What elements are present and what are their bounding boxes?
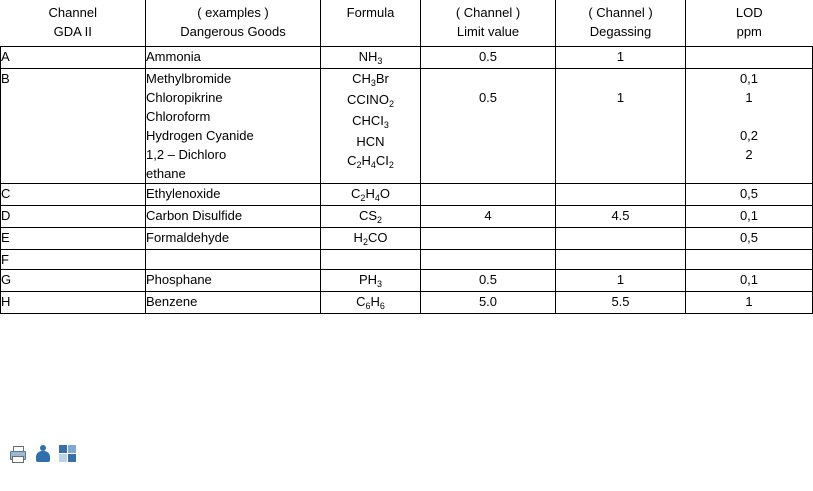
cell-degassing — [556, 228, 686, 250]
cell-degassing: 1 — [556, 69, 686, 184]
column-header: Formula — [321, 0, 421, 47]
cell-channel: H — [1, 292, 146, 314]
cell-lod-ppm: 0,1 1 0,2 2 — [686, 69, 813, 184]
cell-degassing: 1 — [556, 47, 686, 69]
cell-formula: $C_2H_4O$ — [321, 184, 421, 206]
cell-limit-value: 0.5 — [421, 69, 556, 184]
cell-lod-ppm: 0,5 — [686, 228, 813, 250]
cell-formula: $CS_2$ — [321, 206, 421, 228]
cell-formula: $C_6H_6$ — [321, 292, 421, 314]
cell-limit-value — [421, 228, 556, 250]
cell-dangerous-goods — [146, 250, 321, 270]
cell-dangerous-goods: Phosphane — [146, 270, 321, 292]
cell-dangerous-goods: Formaldehyde — [146, 228, 321, 250]
cell-lod-ppm — [686, 250, 813, 270]
cell-degassing — [556, 250, 686, 270]
cell-channel: D — [1, 206, 146, 228]
cell-channel: B — [1, 69, 146, 184]
column-header: ( Channel ) Limit value — [421, 0, 556, 47]
cell-limit-value — [421, 184, 556, 206]
cell-limit-value: 5.0 — [421, 292, 556, 314]
cell-degassing: 4.5 — [556, 206, 686, 228]
table-row — [1, 250, 813, 270]
table-header-row — [1, 0, 813, 47]
column-header: ( Channel ) Degassing — [556, 0, 686, 47]
cell-limit-value — [421, 250, 556, 270]
printer-icon[interactable] — [9, 445, 27, 462]
cell-formula: $H_2CO$ — [321, 228, 421, 250]
column-header: ( examples ) Dangerous Goods — [146, 0, 321, 47]
cell-degassing — [556, 184, 686, 206]
cell-lod-ppm: 0,1 — [686, 206, 813, 228]
cell-channel: C — [1, 184, 146, 206]
cell-channel: F — [1, 250, 146, 270]
cell-degassing: 5.5 — [556, 292, 686, 314]
cell-lod-ppm: 0,5 — [686, 184, 813, 206]
grid-icon[interactable] — [59, 445, 76, 462]
table-row — [1, 228, 813, 250]
cell-limit-value: 0.5 — [421, 270, 556, 292]
cell-limit-value: 0.5 — [421, 47, 556, 69]
cell-dangerous-goods: Methylbromide Chloropikrine Chloroform Hydrogen Cyanide 1,2 – Dichloro ethane — [146, 69, 321, 184]
table-row — [1, 292, 813, 314]
table-row — [1, 270, 813, 292]
table-row — [1, 47, 813, 69]
cell-formula — [321, 250, 421, 270]
person-icon[interactable] — [34, 445, 52, 462]
cell-channel: A — [1, 47, 146, 69]
cell-dangerous-goods: Carbon Disulfide — [146, 206, 321, 228]
cell-dangerous-goods: Ammonia — [146, 47, 321, 69]
column-header: Channel GDA II — [1, 0, 146, 47]
cell-degassing: 1 — [556, 270, 686, 292]
cell-formula: $PH_3$ — [321, 270, 421, 292]
cell-channel: G — [1, 270, 146, 292]
cell-dangerous-goods: Benzene — [146, 292, 321, 314]
cell-formula: $CH_3Br$ $CCINO_2$ $CHCI_3$ HCN $C_2H_4CI_2$ — [321, 69, 421, 184]
overlay-icon-cluster[interactable] — [6, 440, 88, 466]
table-row — [1, 184, 813, 206]
table-row — [1, 206, 813, 228]
cell-lod-ppm: 0,1 — [686, 270, 813, 292]
cell-lod-ppm — [686, 47, 813, 69]
column-header: LOD ppm — [686, 0, 813, 47]
cell-lod-ppm: 1 — [686, 292, 813, 314]
cell-formula: $NH_3$ — [321, 47, 421, 69]
cell-channel: E — [1, 228, 146, 250]
table-row — [1, 69, 813, 184]
cell-dangerous-goods: Ethylenoxide — [146, 184, 321, 206]
cell-limit-value: 4 — [421, 206, 556, 228]
